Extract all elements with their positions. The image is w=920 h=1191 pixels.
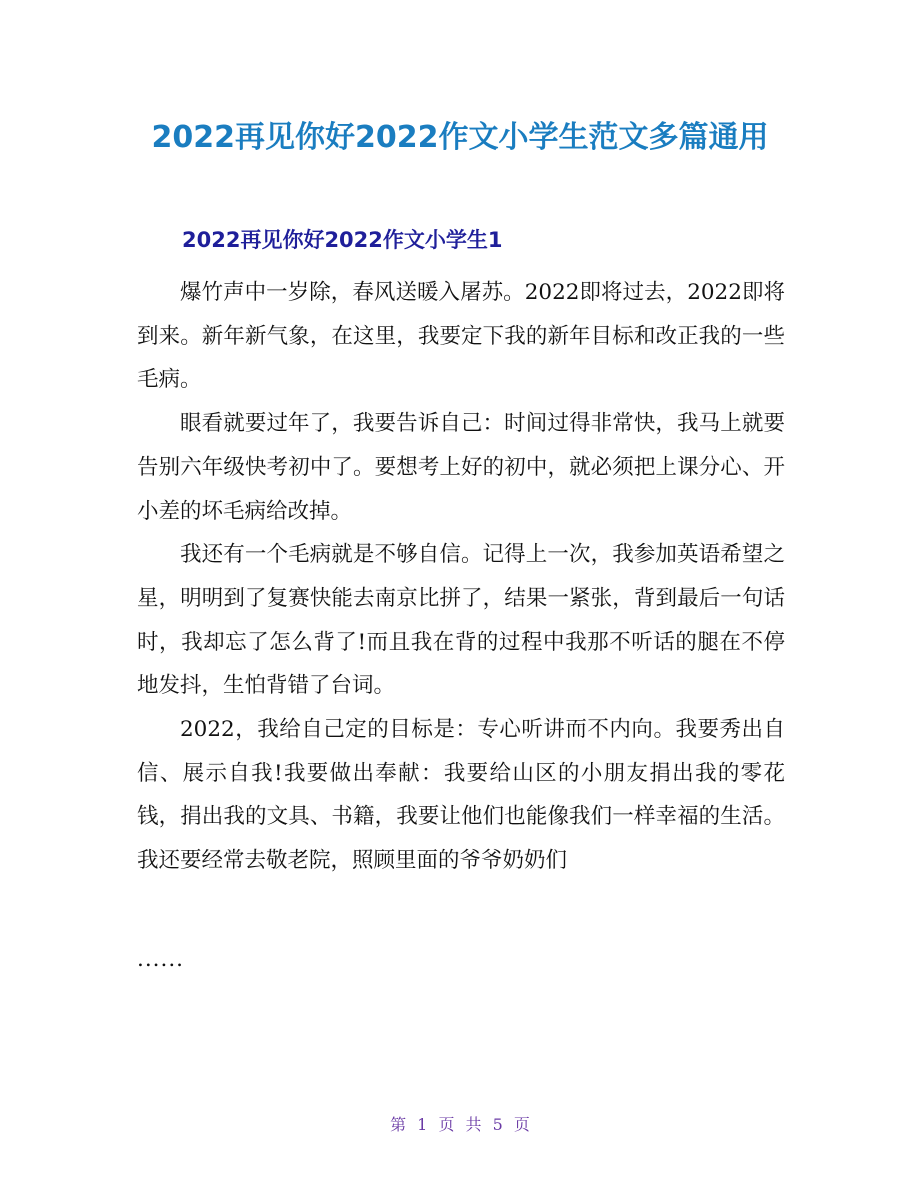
paragraph-3: 我还有一个毛病就是不够自信。记得上一次，我参加英语希望之星，明明到了复赛快能去南京比拼了，结果一紧张，背到最后一句话时，我却忘了怎么背了!而且我在背的过程中我那不听话的腿在不停地发抖，生怕背错了台词。 xyxy=(137,542,785,699)
section-heading: 2022再见你好2022作文小学生1 xyxy=(182,228,503,252)
continuation-ellipsis: ...... xyxy=(137,947,185,972)
article-body xyxy=(137,271,785,883)
paragraph-2: 眼看就要过年了，我要告诉自己：时间过得非常快，我马上就要告别六年级快考初中了。要想考上好的初中，就必须把上课分心、开小差的坏毛病给改掉。 xyxy=(137,411,785,524)
document-title: 2022再见你好2022作文小学生范文多篇通用 xyxy=(151,120,769,155)
paragraph-4: 2022，我给自己定的目标是：专心听讲而不内向。我要秀出自信、展示自我!我要做出奉献：我要给山区的小朋友捐出我的零花钱，捐出我的文具、书籍，我要让他们也能像我们一样幸福的生活。我还要经常去敬老院，照顾里面的爷爷奶奶们 xyxy=(137,717,785,874)
page-footer: 第 1 页 共 5 页 xyxy=(390,1115,530,1134)
paragraph-1: 爆竹声中一岁除，春风送暖入屠苏。2022即将过去，2022即将到来。新年新气象，在这里，我要定下我的新年目标和改正我的一些毛病。 xyxy=(137,280,785,393)
